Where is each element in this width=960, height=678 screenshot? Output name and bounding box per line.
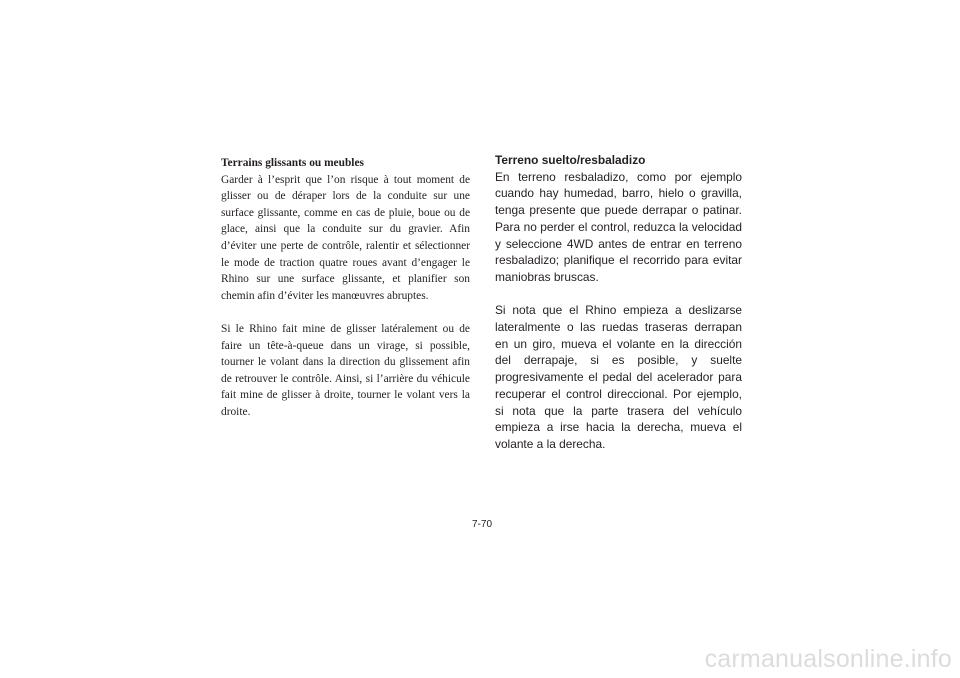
french-column: [221, 155, 470, 421]
spanish-paragraph-1: En terreno resbaladizo, como por ejemplo cuando hay humedad, barro, hielo o gravilla, tenga presente que puede derrapar o patinar. Para no perder el control, reduzca la velocidad y seleccione 4WD antes de entrar en terreno resbaladizo; planifique el recorrido para evitar maniobras bruscas.: [495, 169, 742, 284]
spanish-section-heading: Terreno suelto/resbaladizo: [495, 153, 646, 167]
page-number: 7-70: [472, 519, 493, 530]
french-paragraph-2: Si le Rhino fait mine de glisser latéralement ou de faire un tête-à-queue dans un virage, si possible, tourner le volant dans la direction du glissement afin de retrouver le contrôle. Ainsi, si l’arrière du véhicule fait mine de glisser à droite, tourner le volant vers la droite.: [221, 322, 470, 418]
watermark: carmanualsonline.info: [704, 645, 952, 673]
spanish-column: [495, 152, 742, 453]
french-section-heading: Terrains glissants ou meubles: [221, 157, 364, 169]
french-paragraph-1: Garder à l’esprit que l’on risque à tout moment de glisser ou de déraper lors de la conduite sur une surface glissante, comme en cas de pluie, boue ou de glace, ainsi que la conduite sur du gravier. Afin d’éviter une perte de contrôle, ralentir et sélectionner le mode de traction quatre roues avant d’engager le Rhino sur une surface glissante, et planifier son chemin afin d’éviter les manœuvres abruptes.: [221, 173, 470, 302]
spanish-paragraph-2: Si nota que el Rhino empieza a deslizarse lateralmente o las ruedas traseras derrapan en un giro, mueva el volante en la dirección del derrapaje, si es posible, y suelte progresivamente el pedal del acelerador para recuperar el control direccional. Por ejemplo, si nota que la parte trasera del vehículo empieza a irse hacia la derecha, mueva el volante a la derecha.: [495, 303, 742, 451]
